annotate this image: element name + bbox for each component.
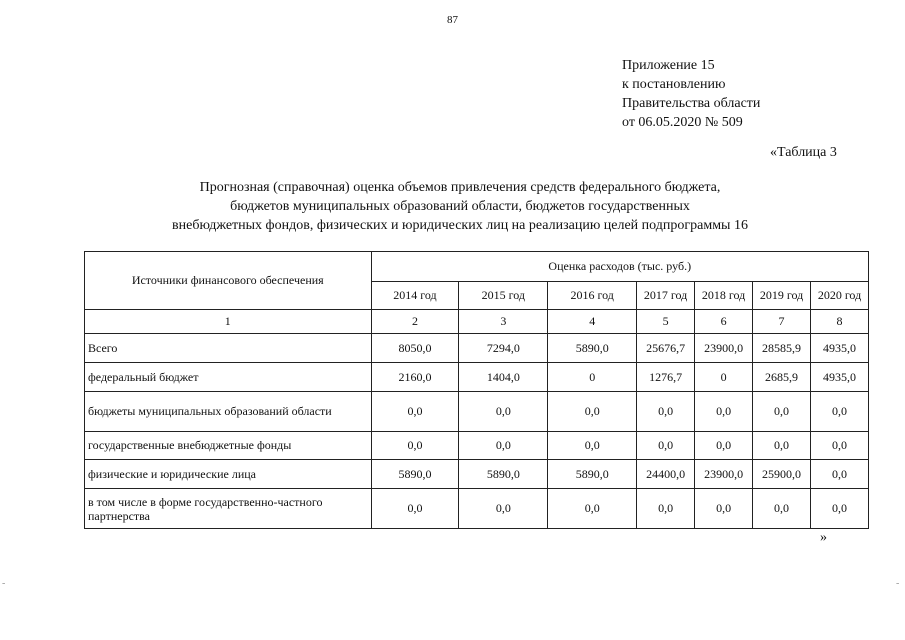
left-edge-mark: - [2,578,6,589]
table-cell: 2160,0 [371,363,459,392]
document-title [100,178,820,235]
table-row [85,460,869,489]
funding-table [84,251,869,529]
table-cell: 0,0 [811,489,869,529]
title-line-1: Прогнозная (справочная) оценка объемов привлечения средств федерального бюджета, [199,180,721,195]
table-cell: 25676,7 [637,334,695,363]
table-cell: 0,0 [811,392,869,432]
table-cell: 0,0 [371,432,459,460]
appendix-line-4: от 06.05.2020 № 509 [622,115,743,130]
title-line-3: внебюджетных фондов, физических и юридических лиц на реализацию целей подпрограммы 16 [172,218,748,233]
row-label: федеральный бюджет [85,363,372,392]
table-cell: 0,0 [753,489,811,529]
table-cell: 0,0 [695,392,753,432]
year-header: 2018 год [695,282,753,310]
table-row [85,432,869,460]
column-number-row [85,310,869,334]
table-cell: 0 [548,363,637,392]
column-number: 4 [548,310,637,334]
year-header: 2017 год [637,282,695,310]
year-header: 2016 год [548,282,637,310]
table-cell: 0,0 [548,432,637,460]
table-cell: 0,0 [811,432,869,460]
table-cell: 8050,0 [371,334,459,363]
table-cell: 7294,0 [459,334,548,363]
table-cell: 28585,9 [753,334,811,363]
table-cell: 0 [695,363,753,392]
page-number: 87 [447,14,458,26]
year-header: 2019 год [753,282,811,310]
table-cell: 0,0 [637,392,695,432]
table-cell: 0,0 [637,432,695,460]
column-number: 6 [695,310,753,334]
year-header: 2020 год [811,282,869,310]
table-cell: 1276,7 [637,363,695,392]
table-cell: 5890,0 [371,460,459,489]
table-cell: 4935,0 [811,363,869,392]
table-cell: 5890,0 [548,460,637,489]
appendix-line-1: Приложение 15 [622,58,715,73]
table-cell: 23900,0 [695,460,753,489]
table-cell: 1404,0 [459,363,548,392]
table-cell: 5890,0 [459,460,548,489]
table-label: «Таблица 3 [770,145,837,160]
table-row [85,334,869,363]
appendix-line-3: Правительства области [622,96,761,111]
row-label: Всего [85,334,372,363]
row-label: в том числе в форме государственно-частного партнерства [85,489,372,529]
table-cell: 23900,0 [695,334,753,363]
table-cell: 4935,0 [811,334,869,363]
column-number: 7 [753,310,811,334]
column-number: 3 [459,310,548,334]
column-number: 1 [85,310,372,334]
table-cell: 0,0 [548,489,637,529]
row-label: бюджеты муниципальных образований области [85,392,372,432]
source-header: Источники финансового обеспечения [85,252,372,310]
table-cell: 0,0 [548,392,637,432]
column-number: 2 [371,310,459,334]
table-cell: 0,0 [811,460,869,489]
row-label: государственные внебюджетные фонды [85,432,372,460]
table-cell: 25900,0 [753,460,811,489]
table-cell: 0,0 [695,432,753,460]
estimate-header: Оценка расходов (тыс. руб.) [371,252,869,282]
table-cell: 24400,0 [637,460,695,489]
appendix-block [622,56,760,132]
table-cell: 0,0 [637,489,695,529]
table-cell: 0,0 [371,392,459,432]
appendix-line-2: к постановлению [622,77,726,92]
table-cell: 2685,9 [753,363,811,392]
year-header: 2014 год [371,282,459,310]
column-number: 5 [637,310,695,334]
row-label: физические и юридические лица [85,460,372,489]
table-cell: 0,0 [371,489,459,529]
year-header: 2015 год [459,282,548,310]
table-row [85,489,869,529]
table-cell: 0,0 [753,392,811,432]
table-cell: 0,0 [695,489,753,529]
title-line-2: бюджетов муниципальных образований области, бюджетов государственных [230,199,690,214]
table-cell: 0,0 [753,432,811,460]
table-cell: 0,0 [459,392,548,432]
closing-quote: » [820,530,827,545]
column-number: 8 [811,310,869,334]
table-cell: 5890,0 [548,334,637,363]
right-edge-mark: - [896,578,900,589]
table-cell: 0,0 [459,432,548,460]
table-row [85,392,869,432]
table-cell: 0,0 [459,489,548,529]
table-row [85,363,869,392]
